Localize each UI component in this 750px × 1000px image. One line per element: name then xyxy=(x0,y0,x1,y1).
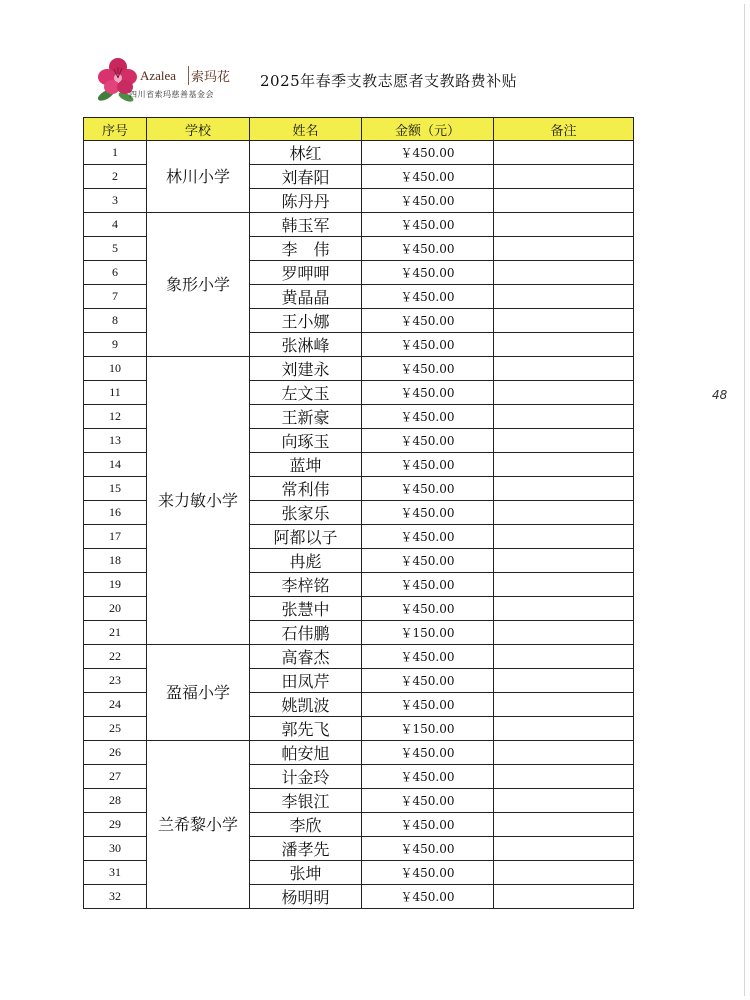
cell-remark xyxy=(494,669,634,693)
cell-serial: 31 xyxy=(84,861,147,885)
cell-name: 石伟鹏 xyxy=(250,621,362,645)
cell-name: 罗呷呷 xyxy=(250,261,362,285)
cell-serial: 11 xyxy=(84,381,147,405)
cell-amount: ￥450.00 xyxy=(362,741,494,765)
logo-brand-cn: 索玛花 xyxy=(188,66,230,85)
cell-name: 张慧中 xyxy=(250,597,362,621)
cell-remark xyxy=(494,189,634,213)
cell-name: 刘春阳 xyxy=(250,165,362,189)
cell-amount: ￥450.00 xyxy=(362,885,494,909)
cell-serial: 10 xyxy=(84,357,147,381)
cell-amount: ￥450.00 xyxy=(362,789,494,813)
cell-name: 帕安旭 xyxy=(250,741,362,765)
cell-name: 潘孝先 xyxy=(250,837,362,861)
cell-amount: ￥450.00 xyxy=(362,669,494,693)
cell-name: 阿都以子 xyxy=(250,525,362,549)
cell-name: 黄晶晶 xyxy=(250,285,362,309)
cell-amount: ￥450.00 xyxy=(362,333,494,357)
cell-serial: 12 xyxy=(84,405,147,429)
cell-serial: 19 xyxy=(84,573,147,597)
cell-serial: 9 xyxy=(84,333,147,357)
cell-name: 高睿杰 xyxy=(250,645,362,669)
cell-remark xyxy=(494,645,634,669)
cell-amount: ￥150.00 xyxy=(362,621,494,645)
cell-amount: ￥450.00 xyxy=(362,765,494,789)
cell-amount: ￥450.00 xyxy=(362,309,494,333)
cell-remark xyxy=(494,237,634,261)
cell-serial: 1 xyxy=(84,141,147,165)
cell-serial: 15 xyxy=(84,477,147,501)
cell-name: 李欣 xyxy=(250,813,362,837)
cell-name: 张淋峰 xyxy=(250,333,362,357)
table-row xyxy=(84,357,634,381)
cell-serial: 22 xyxy=(84,645,147,669)
cell-serial: 8 xyxy=(84,309,147,333)
cell-amount: ￥450.00 xyxy=(362,453,494,477)
cell-amount: ￥450.00 xyxy=(362,501,494,525)
cell-remark xyxy=(494,837,634,861)
cell-school: 象形小学 xyxy=(147,213,250,357)
cell-remark xyxy=(494,621,634,645)
cell-serial: 23 xyxy=(84,669,147,693)
cell-remark xyxy=(494,717,634,741)
cell-amount: ￥450.00 xyxy=(362,645,494,669)
cell-serial: 5 xyxy=(84,237,147,261)
cell-amount: ￥450.00 xyxy=(362,525,494,549)
cell-serial: 14 xyxy=(84,453,147,477)
cell-remark xyxy=(494,141,634,165)
cell-remark xyxy=(494,405,634,429)
cell-remark xyxy=(494,861,634,885)
cell-serial: 2 xyxy=(84,165,147,189)
cell-name: 郭先飞 xyxy=(250,717,362,741)
cell-name: 左文玉 xyxy=(250,381,362,405)
cell-remark xyxy=(494,165,634,189)
table-body xyxy=(84,141,634,909)
cell-remark xyxy=(494,261,634,285)
handwritten-note: 48 xyxy=(712,388,728,402)
logo-org-name: 四川省索玛慈善基金会 xyxy=(129,90,214,99)
cell-amount: ￥450.00 xyxy=(362,285,494,309)
cell-name: 田凤芹 xyxy=(250,669,362,693)
cell-name: 王小娜 xyxy=(250,309,362,333)
table-row xyxy=(84,141,634,165)
cell-remark xyxy=(494,213,634,237)
cell-name: 陈丹丹 xyxy=(250,189,362,213)
table-row xyxy=(84,213,634,237)
cell-amount: ￥450.00 xyxy=(362,573,494,597)
cell-remark xyxy=(494,765,634,789)
document-title: 2025年春季支教志愿者支教路费补贴 xyxy=(260,72,518,90)
cell-name: 张家乐 xyxy=(250,501,362,525)
cell-amount: ￥450.00 xyxy=(362,837,494,861)
cell-amount: ￥450.00 xyxy=(362,381,494,405)
cell-serial: 6 xyxy=(84,261,147,285)
header-school: 学校 xyxy=(147,118,250,141)
cell-serial: 7 xyxy=(84,285,147,309)
cell-name: 张坤 xyxy=(250,861,362,885)
cell-amount: ￥450.00 xyxy=(362,405,494,429)
cell-amount: ￥450.00 xyxy=(362,141,494,165)
cell-serial: 30 xyxy=(84,837,147,861)
cell-name: 杨明明 xyxy=(250,885,362,909)
cell-remark xyxy=(494,597,634,621)
cell-name: 李梓铭 xyxy=(250,573,362,597)
cell-school: 林川小学 xyxy=(147,141,250,213)
table-header-row xyxy=(84,118,634,141)
cell-amount: ￥450.00 xyxy=(362,861,494,885)
cell-remark xyxy=(494,549,634,573)
cell-school: 盈福小学 xyxy=(147,645,250,741)
cell-name: 王新豪 xyxy=(250,405,362,429)
header-remark: 备注 xyxy=(494,118,634,141)
cell-remark xyxy=(494,813,634,837)
cell-remark xyxy=(494,453,634,477)
cell-remark xyxy=(494,381,634,405)
cell-serial: 3 xyxy=(84,189,147,213)
header-amount: 金额（元） xyxy=(362,118,494,141)
cell-serial: 26 xyxy=(84,741,147,765)
cell-serial: 13 xyxy=(84,429,147,453)
foundation-logo xyxy=(96,55,246,107)
header-serial: 序号 xyxy=(84,118,147,141)
cell-remark xyxy=(494,573,634,597)
cell-amount: ￥450.00 xyxy=(362,813,494,837)
cell-serial: 17 xyxy=(84,525,147,549)
cell-name: 计金玲 xyxy=(250,765,362,789)
cell-school: 来力敏小学 xyxy=(147,357,250,645)
cell-remark xyxy=(494,357,634,381)
table-row xyxy=(84,741,634,765)
cell-serial: 18 xyxy=(84,549,147,573)
cell-name: 冉彪 xyxy=(250,549,362,573)
cell-serial: 32 xyxy=(84,885,147,909)
cell-amount: ￥450.00 xyxy=(362,261,494,285)
cell-name: 李银江 xyxy=(250,789,362,813)
cell-serial: 28 xyxy=(84,789,147,813)
cell-remark xyxy=(494,285,634,309)
cell-remark xyxy=(494,333,634,357)
cell-remark xyxy=(494,525,634,549)
cell-remark xyxy=(494,789,634,813)
cell-amount: ￥450.00 xyxy=(362,549,494,573)
cell-school: 兰希黎小学 xyxy=(147,741,250,909)
cell-name: 向琢玉 xyxy=(250,429,362,453)
cell-serial: 4 xyxy=(84,213,147,237)
cell-name: 韩玉军 xyxy=(250,213,362,237)
cell-remark xyxy=(494,309,634,333)
cell-remark xyxy=(494,885,634,909)
logo-brand-en: Azalea xyxy=(140,68,177,83)
cell-serial: 29 xyxy=(84,813,147,837)
cell-amount: ￥450.00 xyxy=(362,189,494,213)
cell-remark xyxy=(494,429,634,453)
cell-remark xyxy=(494,501,634,525)
cell-name: 李 伟 xyxy=(250,237,362,261)
table-row xyxy=(84,645,634,669)
cell-serial: 24 xyxy=(84,693,147,717)
cell-serial: 21 xyxy=(84,621,147,645)
cell-serial: 20 xyxy=(84,597,147,621)
cell-name: 蓝坤 xyxy=(250,453,362,477)
cell-amount: ￥150.00 xyxy=(362,717,494,741)
cell-serial: 16 xyxy=(84,501,147,525)
cell-name: 林红 xyxy=(250,141,362,165)
cell-name: 刘建永 xyxy=(250,357,362,381)
cell-amount: ￥450.00 xyxy=(362,357,494,381)
cell-serial: 27 xyxy=(84,765,147,789)
cell-name: 姚凯波 xyxy=(250,693,362,717)
cell-amount: ￥450.00 xyxy=(362,693,494,717)
cell-remark xyxy=(494,693,634,717)
cell-amount: ￥450.00 xyxy=(362,213,494,237)
cell-name: 常利伟 xyxy=(250,477,362,501)
cell-serial: 25 xyxy=(84,717,147,741)
subsidy-table xyxy=(83,117,634,909)
cell-remark xyxy=(494,741,634,765)
cell-remark xyxy=(494,477,634,501)
cell-amount: ￥450.00 xyxy=(362,237,494,261)
cell-amount: ￥450.00 xyxy=(362,477,494,501)
header-name: 姓名 xyxy=(250,118,362,141)
cell-amount: ￥450.00 xyxy=(362,429,494,453)
cell-amount: ￥450.00 xyxy=(362,165,494,189)
cell-amount: ￥450.00 xyxy=(362,597,494,621)
